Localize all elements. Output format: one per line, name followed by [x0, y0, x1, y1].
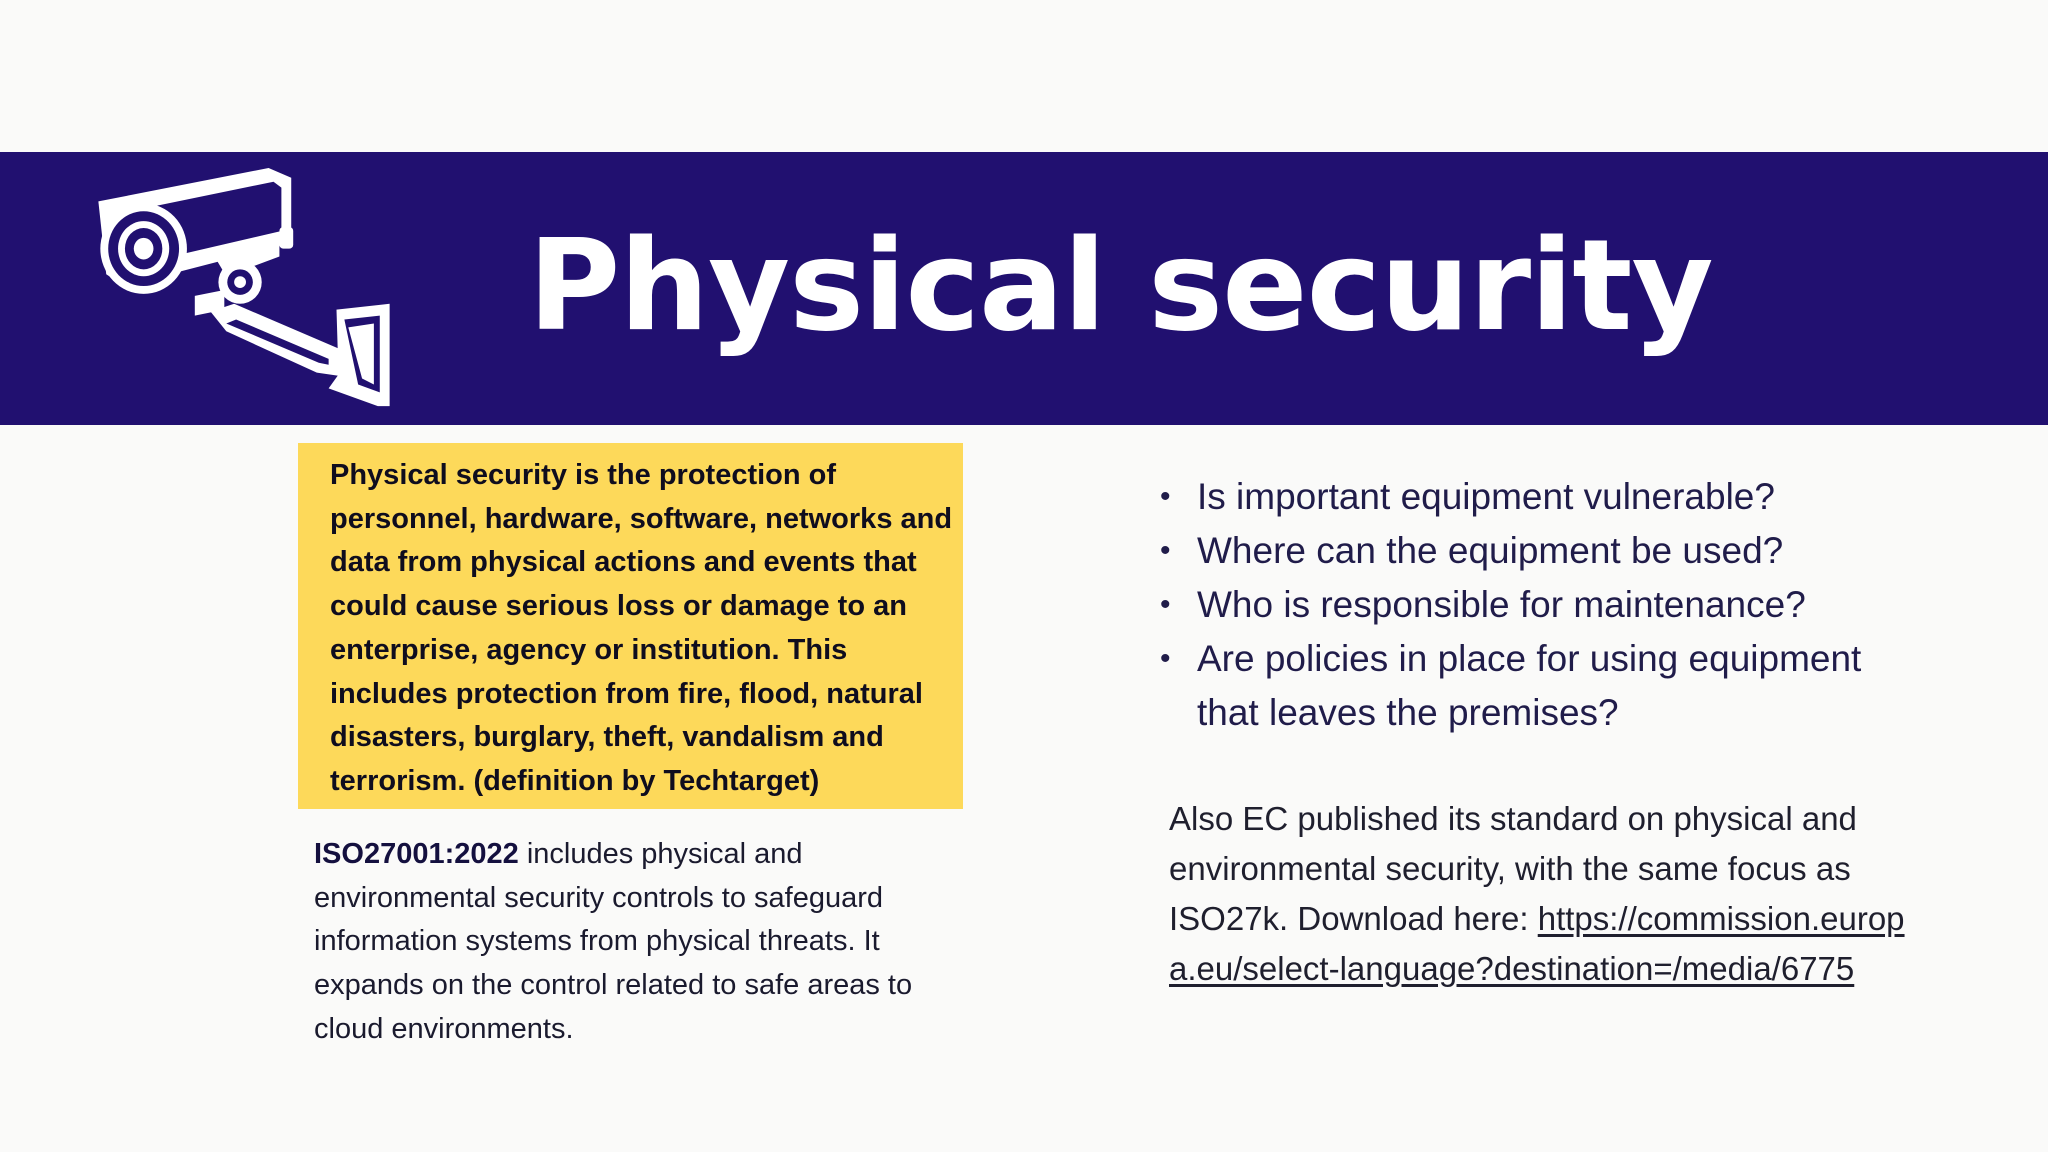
security-camera-icon	[96, 166, 392, 412]
ec-description: Also EC published its standard on physical and environmental security, with the same focus as ISO27k. Download here:	[1169, 800, 1857, 937]
iso-paragraph	[314, 833, 964, 1052]
question-text: Where can the equipment be used?	[1197, 530, 1784, 571]
bullet-icon: •	[1160, 642, 1171, 675]
question-list	[1160, 470, 1920, 740]
iso-description: includes physical and environmental security controls to safeguard information systems from physical threats. It expands on the control related to safe areas to cloud environments.	[314, 838, 913, 1045]
list-item	[1160, 632, 1920, 740]
slide-title: Physical security	[528, 212, 1713, 359]
list-item	[1160, 470, 1920, 524]
ec-download-link[interactable]: https://commission.europa.eu/select-language?destination=/media/6775	[1169, 900, 1905, 987]
bullet-icon: •	[1160, 480, 1171, 513]
iso-standard-name: ISO27001:2022	[314, 838, 519, 870]
definition-callout	[298, 443, 963, 809]
list-item	[1160, 578, 1920, 632]
bullet-icon: •	[1160, 588, 1171, 621]
bullet-icon: •	[1160, 534, 1171, 567]
question-text: Is important equipment vulnerable?	[1197, 476, 1775, 517]
list-item	[1160, 524, 1920, 578]
ec-paragraph	[1169, 794, 1929, 994]
definition-text: Physical security is the protection of personnel, hardware, software, networks and data from physical actions and events that could cause serious loss or damage to an enterprise, agency or institution. This includes protection from fire, flood, natural disasters, burglary, theft, vandalism and terrorism. (definition by Techtarget)	[330, 459, 953, 797]
question-text: Are policies in place for using equipment that leaves the premises?	[1197, 638, 1862, 733]
question-text: Who is responsible for maintenance?	[1197, 584, 1806, 625]
